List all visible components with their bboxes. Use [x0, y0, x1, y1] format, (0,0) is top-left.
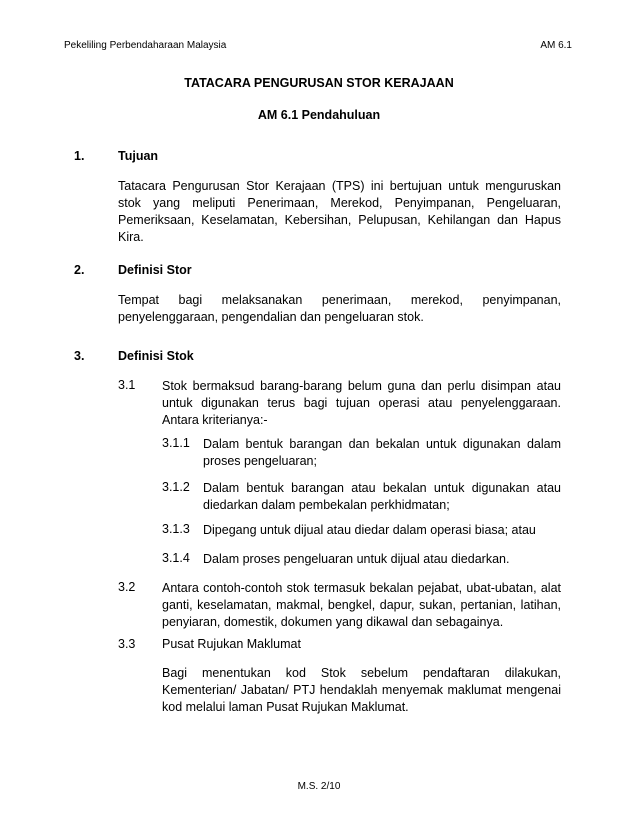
item-3-1-2-number: 3.1.2: [162, 480, 190, 494]
header-left: Pekeliling Perbendaharaan Malaysia: [64, 40, 227, 51]
section-3-heading: Definisi Stok: [118, 349, 194, 363]
section-2-number: 2.: [74, 263, 85, 277]
document-title: TATACARA PENGURUSAN STOR KERAJAAN: [184, 76, 454, 90]
section-3-number: 3.: [74, 349, 85, 363]
item-3-1-4-number: 3.1.4: [162, 551, 190, 565]
section-2-heading: Definisi Stor: [118, 263, 192, 277]
section-1-number: 1.: [74, 149, 85, 163]
header-right: AM 6.1: [540, 40, 572, 51]
item-3-1-3-number: 3.1.3: [162, 522, 190, 536]
section-2-text: Tempat bagi melaksanakan penerimaan, merekod, penyimpanan, penyelenggaraan, pengendalian dan pengeluaran stok.: [118, 293, 561, 324]
section-1-text: Tatacara Pengurusan Stor Kerajaan (TPS) ini bertujuan untuk menguruskan stok yang meliputi Penerimaan, Merekod, Penyimpanan, Pengeluaran, Pemeriksaan, Keselamatan, Kebersihan, Pelupusan, Kehilangan dan Hapus Kira.: [118, 179, 561, 244]
subsection-3-1-number: 3.1: [118, 378, 136, 392]
section-1-heading: Tujuan: [118, 149, 159, 163]
subsection-3-3-number: 3.3: [118, 637, 136, 651]
item-3-1-3-text: Dipegang untuk dijual atau diedar dalam operasi biasa; atau: [203, 523, 536, 537]
page-number: M.S. 2/10: [297, 781, 341, 792]
item-3-1-2-text: Dalam bentuk barangan atau bekalan untuk digunakan atau diedarkan dalam pembekalan perkhidmatan;: [203, 481, 561, 512]
subsection-3-2-text: Antara contoh-contoh stok termasuk bekalan pejabat, ubat-ubatan, alat ganti, keselamatan, makmal, bengkel, dapur, sukan, pertanian, latihan, penyiaran, domestik, dokumen yang dikawal dan sebagainya.: [162, 581, 561, 629]
item-3-1-4-text: Dalam proses pengeluaran untuk dijual atau diedarkan.: [203, 552, 510, 566]
item-3-1-1-text: Dalam bentuk barangan dan bekalan untuk digunakan dalam proses pengeluaran;: [203, 437, 561, 468]
subsection-3-3-heading: Pusat Rujukan Maklumat: [162, 637, 301, 651]
subsection-3-3-text: Bagi menentukan kod Stok sebelum pendaftaran dilakukan, Kementerian/ Jabatan/ PTJ hendaklah menyemak maklumat mengenai kod melalui laman Pusat Rujukan Maklumat.: [162, 666, 561, 714]
subsection-3-2-number: 3.2: [118, 580, 136, 594]
document-subtitle: AM 6.1 Pendahuluan: [257, 108, 381, 122]
subsection-3-1-text: Stok bermaksud barang-barang belum guna dan perlu disimpan atau untuk digunakan terus bagi tujuan operasi atau penyelenggaraan. Antara kriterianya:-: [162, 379, 561, 427]
item-3-1-1-number: 3.1.1: [162, 436, 190, 450]
